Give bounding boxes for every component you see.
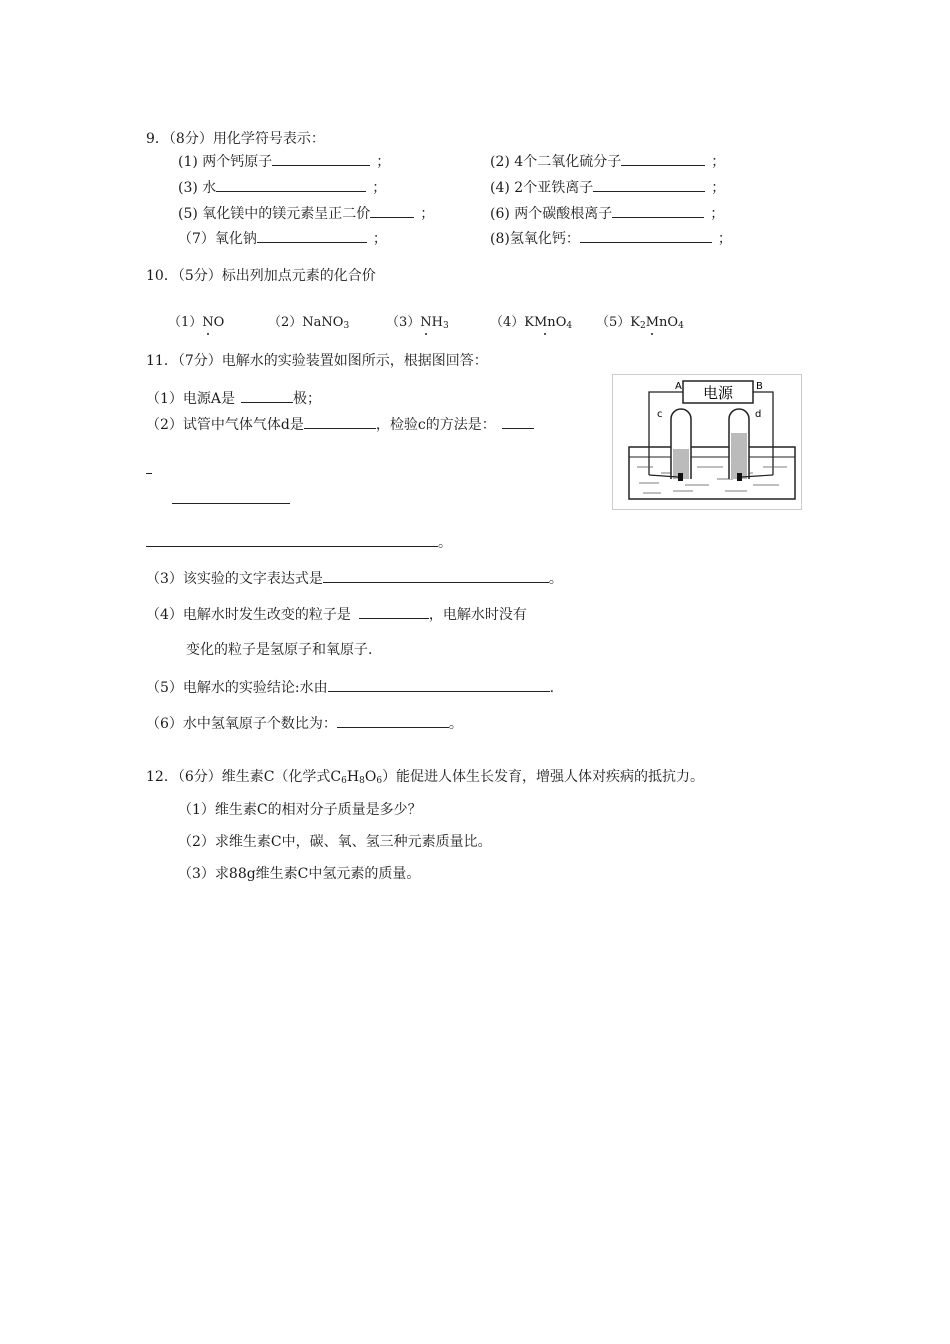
q12-title [146,767,704,791]
q12-element-o: O [364,769,377,785]
q11-part-4-text: （4）电解水时发生改变的粒子是 [146,607,351,623]
q11-part-5 [146,677,554,698]
q10-item-2-num: （2） [268,315,303,330]
q10-item-4-dotted: Mn [534,315,556,330]
q10-item-1-num: （1） [168,315,203,330]
q9-answer-4[interactable] [593,177,705,192]
q9-title: 9．（8分）用化学符号表示： [146,131,325,147]
tube-d-label: d [755,409,762,420]
q10-item-4-sub: 4 [566,321,573,331]
q11-part-6 [146,713,463,734]
q9-item-2-end: ； [711,154,726,170]
q11-part-2 [146,414,534,435]
electrolysis-apparatus-figure [612,374,802,510]
q10-item-3 [386,313,449,336]
q9-item-4 [490,177,725,198]
q10-item-4-num: （4） [490,315,525,330]
wire-right [753,392,773,475]
q12-sub-o: 6 [376,776,383,786]
q10-item-2-post: O [332,315,344,330]
q11-part-6-text: （6）水中氢氧原子个数比为： [146,716,337,732]
q9-answer-8[interactable] [580,228,712,243]
electrode-right [737,473,742,481]
q9-item-2 [490,151,725,172]
q11-part-5-text: （5）电解水的实验结论:水由 [146,680,328,696]
q11-answer-2a[interactable] [304,414,376,429]
q9-item-5-end: ； [420,206,435,222]
q11-part-4-mid: ，电解水时没有 [428,607,527,623]
q11-part-3 [146,568,563,589]
q11-answer-5[interactable] [328,677,550,692]
q10-item-3-sub: 3 [443,321,449,331]
q11-part-4-cont: 变化的粒子是氢原子和氧原子. [186,642,373,658]
q11-part-1-text: （1）电源A是 [146,391,236,407]
q11-part-1 [146,388,321,409]
q12-item-2: （2）求维生素C中，碳、氧、氢三种元素质量比。 [178,834,492,850]
q9-item-1 [178,151,390,172]
beaker [629,447,795,499]
q11-answer-4[interactable] [359,604,429,619]
q9-item-8-label: (8)氢氧化钙： [490,231,580,247]
q10-item-2 [268,313,349,336]
q11-part-5-end: . [549,680,555,696]
q9-answer-1[interactable] [272,151,370,166]
terminal-a-label: A [675,381,682,392]
test-tube-d-water [731,433,747,479]
q12-item-1: （1）维生素C的相对分子质量是多少？ [178,802,422,818]
q11-part-2-text: （2）试管中气体气体d是 [146,417,304,433]
q9-answer-2[interactable] [621,151,705,166]
q10-item-3-dotted: N [420,315,432,330]
q11-title: 11．（7分）电解水的实验装置如图所示，根据图回答： [146,353,488,369]
q12-title-b: ）能促进人体生长发育，增强人体对疾病的抵抗力。 [382,769,705,785]
q10-item-4-pre: K [524,315,534,330]
q9-answer-5[interactable] [370,203,414,218]
q10-item-5-pre: K [630,315,640,330]
q10-item-3-num: （3） [386,315,421,330]
q9-item-7 [178,228,387,249]
q11-answer-2c[interactable] [146,459,152,474]
q10-item-4 [490,313,572,336]
q11-part-6-end: 。 [448,716,463,732]
q10-item-3-post: H [431,315,443,330]
q11-part-1-end: 极； [293,391,322,407]
q11-answer-2d[interactable] [172,489,290,504]
q10-item-2-pre: NaN [302,315,333,330]
q12-sub-c: 6 [341,776,347,786]
electrolysis-diagram [613,375,801,509]
q10-item-5-sub: 4 [678,321,684,331]
q10-item-1 [168,313,224,333]
q11-answer-2e[interactable] [146,532,438,547]
q10-item-5-num: （5） [596,315,631,330]
q9-item-6 [490,203,724,224]
q9-answer-3[interactable] [216,177,366,192]
q11-part-3-end: 。 [548,571,563,587]
q9-answer-7[interactable] [257,228,367,243]
q11-part-2-end: 。 [438,535,452,551]
q11-part-2-mid: ，检验c的方法是： [375,417,496,433]
q9-item-5-label: (5) 氧化镁中的镁元素呈正二价 [178,206,371,222]
q10-item-1-post: O [213,315,225,330]
q9-item-5 [178,203,434,224]
q9-item-6-end: ； [710,206,725,222]
q12-item-3: （3）求88g维生素C中氢元素的质量。 [178,866,421,882]
q9-item-7-label: （7）氧化钠 [178,231,257,247]
q9-item-7-end: ； [372,231,387,247]
q10-item-1-dotted: N [202,315,214,330]
q9-item-8-end: ； [717,231,732,247]
q10-item-2-sub: 3 [343,321,350,331]
q11-answer-2b[interactable] [502,414,534,429]
terminal-b-label: B [756,381,763,392]
q9-item-6-label: (6) 两个碳酸根离子 [490,206,613,222]
q10-item-5-post: nO [659,315,679,330]
q9-item-3-label: (3) 水 [178,180,217,196]
q9-item-3 [178,177,386,198]
q9-answer-6[interactable] [612,203,704,218]
q10-item-4-post: O [555,315,567,330]
water-hatching [637,467,787,493]
q11-part-3-text: （3）该实验的文字表达式是 [146,571,323,587]
tube-c-label: c [657,409,663,420]
q12-title-a: 12．（6分）维生素C（化学式C [146,769,342,785]
power-source-label: 电源 [702,384,734,402]
q11-answer-3[interactable] [323,568,549,583]
q11-part-2-cont [146,532,452,553]
electrode-left [678,473,683,481]
q11-answer-1[interactable] [241,388,293,403]
q12-sub-h: 8 [359,776,365,786]
q9-item-2-label: (2) 4个二氧化硫分子 [490,154,622,170]
q11-part-4 [146,604,527,625]
q9-item-8 [490,228,732,249]
q10-item-5-dotted: M [645,315,660,330]
q9-item-1-label: (1) 两个钙原子 [178,154,273,170]
q12-element-h: H [346,769,360,785]
q9-item-4-label: (4) 2个亚铁离子 [490,180,594,196]
q10-title: 10．（5分）标出列加点元素的化合价 [146,268,376,284]
q11-answer-6[interactable] [337,713,449,728]
q9-item-1-end: ； [376,154,391,170]
q10-item-5: $(5)K_2MnO_4$ [596,315,684,331]
q9-item-3-end: ； [372,180,387,196]
q9-item-4-end: ； [711,180,726,196]
